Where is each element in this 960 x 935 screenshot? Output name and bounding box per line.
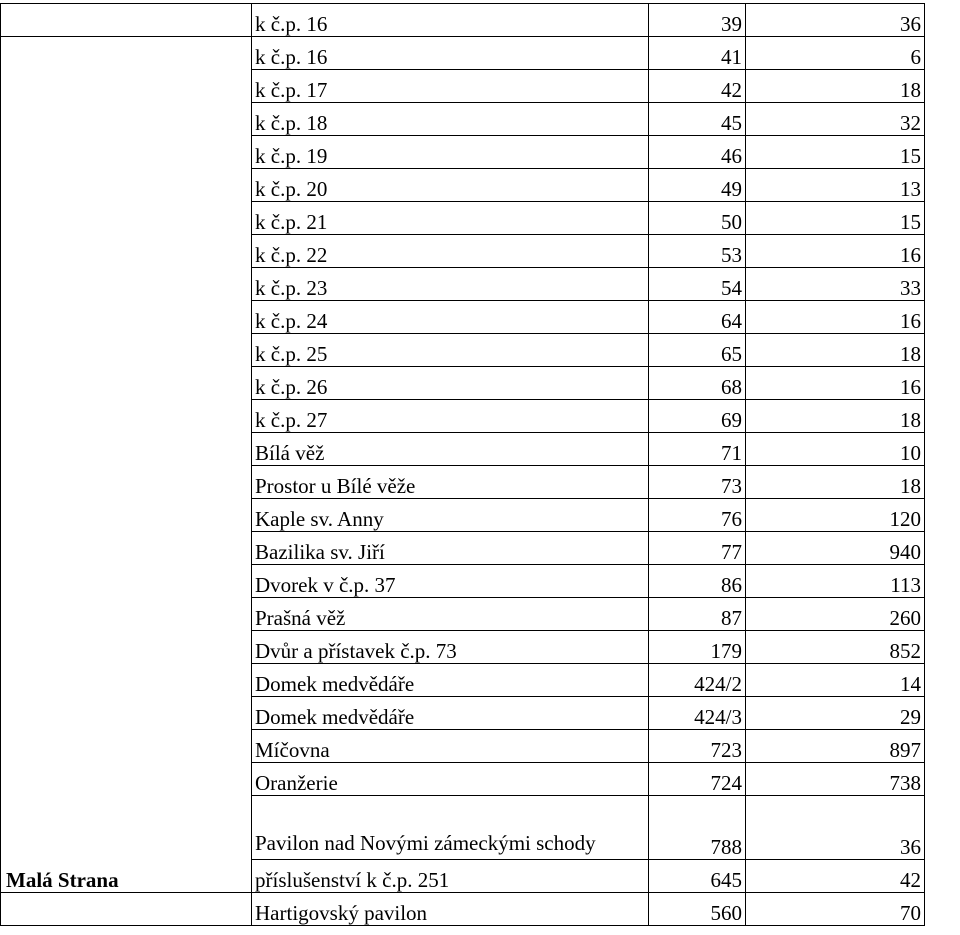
area-cell (1, 136, 252, 169)
parcel-number-cell: 560 (649, 893, 746, 926)
name-cell: k č.p. 23 (252, 268, 649, 301)
table-row (1, 631, 925, 664)
area-value-cell: 15 (746, 136, 925, 169)
name-cell: k č.p. 26 (252, 367, 649, 400)
parcel-number-cell: 788 (649, 796, 746, 860)
area-value-cell: 70 (746, 893, 925, 926)
area-cell (1, 301, 252, 334)
name-cell: k č.p. 17 (252, 70, 649, 103)
parcel-number-cell: 49 (649, 169, 746, 202)
name-cell: Míčovna (252, 730, 649, 763)
parcel-number-cell: 76 (649, 499, 746, 532)
property-table-body (1, 4, 925, 926)
area-cell (1, 202, 252, 235)
area-cell (1, 532, 252, 565)
parcel-number-cell: 42 (649, 70, 746, 103)
name-cell: Prostor u Bílé věže (252, 466, 649, 499)
area-value-cell: 18 (746, 466, 925, 499)
name-cell: Prašná věž (252, 598, 649, 631)
table-row (1, 433, 925, 466)
area-value-cell: 15 (746, 202, 925, 235)
name-cell: k č.p. 27 (252, 400, 649, 433)
area-cell (1, 565, 252, 598)
area-cell (1, 664, 252, 697)
area-cell (1, 631, 252, 664)
name-cell: Hartigovský pavilon (252, 893, 649, 926)
area-cell (1, 400, 252, 433)
parcel-number-cell: 424/3 (649, 697, 746, 730)
area-value-cell: 13 (746, 169, 925, 202)
table-row (1, 367, 925, 400)
parcel-number-cell: 71 (649, 433, 746, 466)
area-value-cell: 113 (746, 565, 925, 598)
table-row (1, 598, 925, 631)
area-cell (1, 499, 252, 532)
table-row (1, 565, 925, 598)
parcel-number-cell: 724 (649, 763, 746, 796)
table-row (1, 796, 925, 860)
area-cell (1, 466, 252, 499)
property-table-container (0, 3, 925, 926)
table-row (1, 301, 925, 334)
parcel-number-cell: 45 (649, 103, 746, 136)
parcel-number-cell: 86 (649, 565, 746, 598)
name-cell: Oranžerie (252, 763, 649, 796)
parcel-number-cell: 179 (649, 631, 746, 664)
area-cell (1, 37, 252, 70)
parcel-number-cell: 65 (649, 334, 746, 367)
area-value-cell: 738 (746, 763, 925, 796)
property-table (0, 3, 925, 926)
name-cell: Domek medvědáře (252, 664, 649, 697)
name-cell: k č.p. 19 (252, 136, 649, 169)
table-row (1, 268, 925, 301)
area-value-cell: 33 (746, 268, 925, 301)
area-value-cell: 16 (746, 367, 925, 400)
area-value-cell: 6 (746, 37, 925, 70)
area-cell (1, 433, 252, 466)
parcel-number-cell: 77 (649, 532, 746, 565)
name-cell: Dvorek v č.p. 37 (252, 565, 649, 598)
parcel-number-cell: 424/2 (649, 664, 746, 697)
area-cell (1, 169, 252, 202)
name-cell: k č.p. 20 (252, 169, 649, 202)
area-value-cell: 42 (746, 860, 925, 893)
table-row (1, 202, 925, 235)
area-value-cell: 18 (746, 400, 925, 433)
area-cell (1, 796, 252, 860)
area-cell (1, 367, 252, 400)
name-cell: k č.p. 25 (252, 334, 649, 367)
table-row (1, 499, 925, 532)
table-row (1, 400, 925, 433)
area-cell (1, 598, 252, 631)
name-cell: k č.p. 21 (252, 202, 649, 235)
area-value-cell: 29 (746, 697, 925, 730)
parcel-number-cell: 87 (649, 598, 746, 631)
parcel-number-cell: 54 (649, 268, 746, 301)
area-value-cell: 16 (746, 301, 925, 334)
area-cell (1, 103, 252, 136)
table-row (1, 37, 925, 70)
area-value-cell: 852 (746, 631, 925, 664)
table-row (1, 466, 925, 499)
parcel-number-cell: 69 (649, 400, 746, 433)
area-value-cell: 260 (746, 598, 925, 631)
table-row (1, 532, 925, 565)
parcel-number-cell: 46 (649, 136, 746, 169)
area-cell (1, 70, 252, 103)
name-cell: Kaple sv. Anny (252, 499, 649, 532)
table-row (1, 730, 925, 763)
parcel-number-cell: 645 (649, 860, 746, 893)
parcel-number-cell: 64 (649, 301, 746, 334)
parcel-number-cell: 68 (649, 367, 746, 400)
parcel-number-cell: 41 (649, 37, 746, 70)
parcel-number-cell: 53 (649, 235, 746, 268)
name-cell: Bílá věž (252, 433, 649, 466)
table-row (1, 860, 925, 893)
area-value-cell: 897 (746, 730, 925, 763)
area-value-cell: 18 (746, 334, 925, 367)
table-row (1, 334, 925, 367)
name-cell: k č.p. 24 (252, 301, 649, 334)
area-cell (1, 235, 252, 268)
name-cell: Dvůr a přístavek č.p. 73 (252, 631, 649, 664)
name-cell: Pavilon nad Novými zámeckými schody (252, 796, 649, 860)
area-cell (1, 4, 252, 37)
table-row (1, 70, 925, 103)
parcel-number-cell: 50 (649, 202, 746, 235)
area-value-cell: 32 (746, 103, 925, 136)
name-cell: příslušenství k č.p. 251 (252, 860, 649, 893)
area-value-cell: 120 (746, 499, 925, 532)
area-value-cell: 36 (746, 796, 925, 860)
name-cell: Bazilika sv. Jiří (252, 532, 649, 565)
table-row (1, 664, 925, 697)
area-cell (1, 268, 252, 301)
area-value-cell: 14 (746, 664, 925, 697)
area-cell (1, 893, 252, 926)
table-row (1, 697, 925, 730)
name-cell: k č.p. 18 (252, 103, 649, 136)
parcel-number-cell: 39 (649, 4, 746, 37)
area-cell: Malá Strana (1, 860, 252, 893)
table-row (1, 103, 925, 136)
table-row (1, 169, 925, 202)
table-row (1, 893, 925, 926)
table-row (1, 763, 925, 796)
name-cell: k č.p. 16 (252, 4, 649, 37)
area-value-cell: 36 (746, 4, 925, 37)
area-value-cell: 10 (746, 433, 925, 466)
area-value-cell: 18 (746, 70, 925, 103)
area-cell (1, 763, 252, 796)
parcel-number-cell: 723 (649, 730, 746, 763)
parcel-number-cell: 73 (649, 466, 746, 499)
table-row (1, 4, 925, 37)
area-cell (1, 697, 252, 730)
area-value-cell: 16 (746, 235, 925, 268)
area-value-cell: 940 (746, 532, 925, 565)
area-cell (1, 334, 252, 367)
name-cell: k č.p. 22 (252, 235, 649, 268)
name-cell: Domek medvědáře (252, 697, 649, 730)
name-cell: k č.p. 16 (252, 37, 649, 70)
table-row (1, 235, 925, 268)
table-row (1, 136, 925, 169)
area-cell (1, 730, 252, 763)
